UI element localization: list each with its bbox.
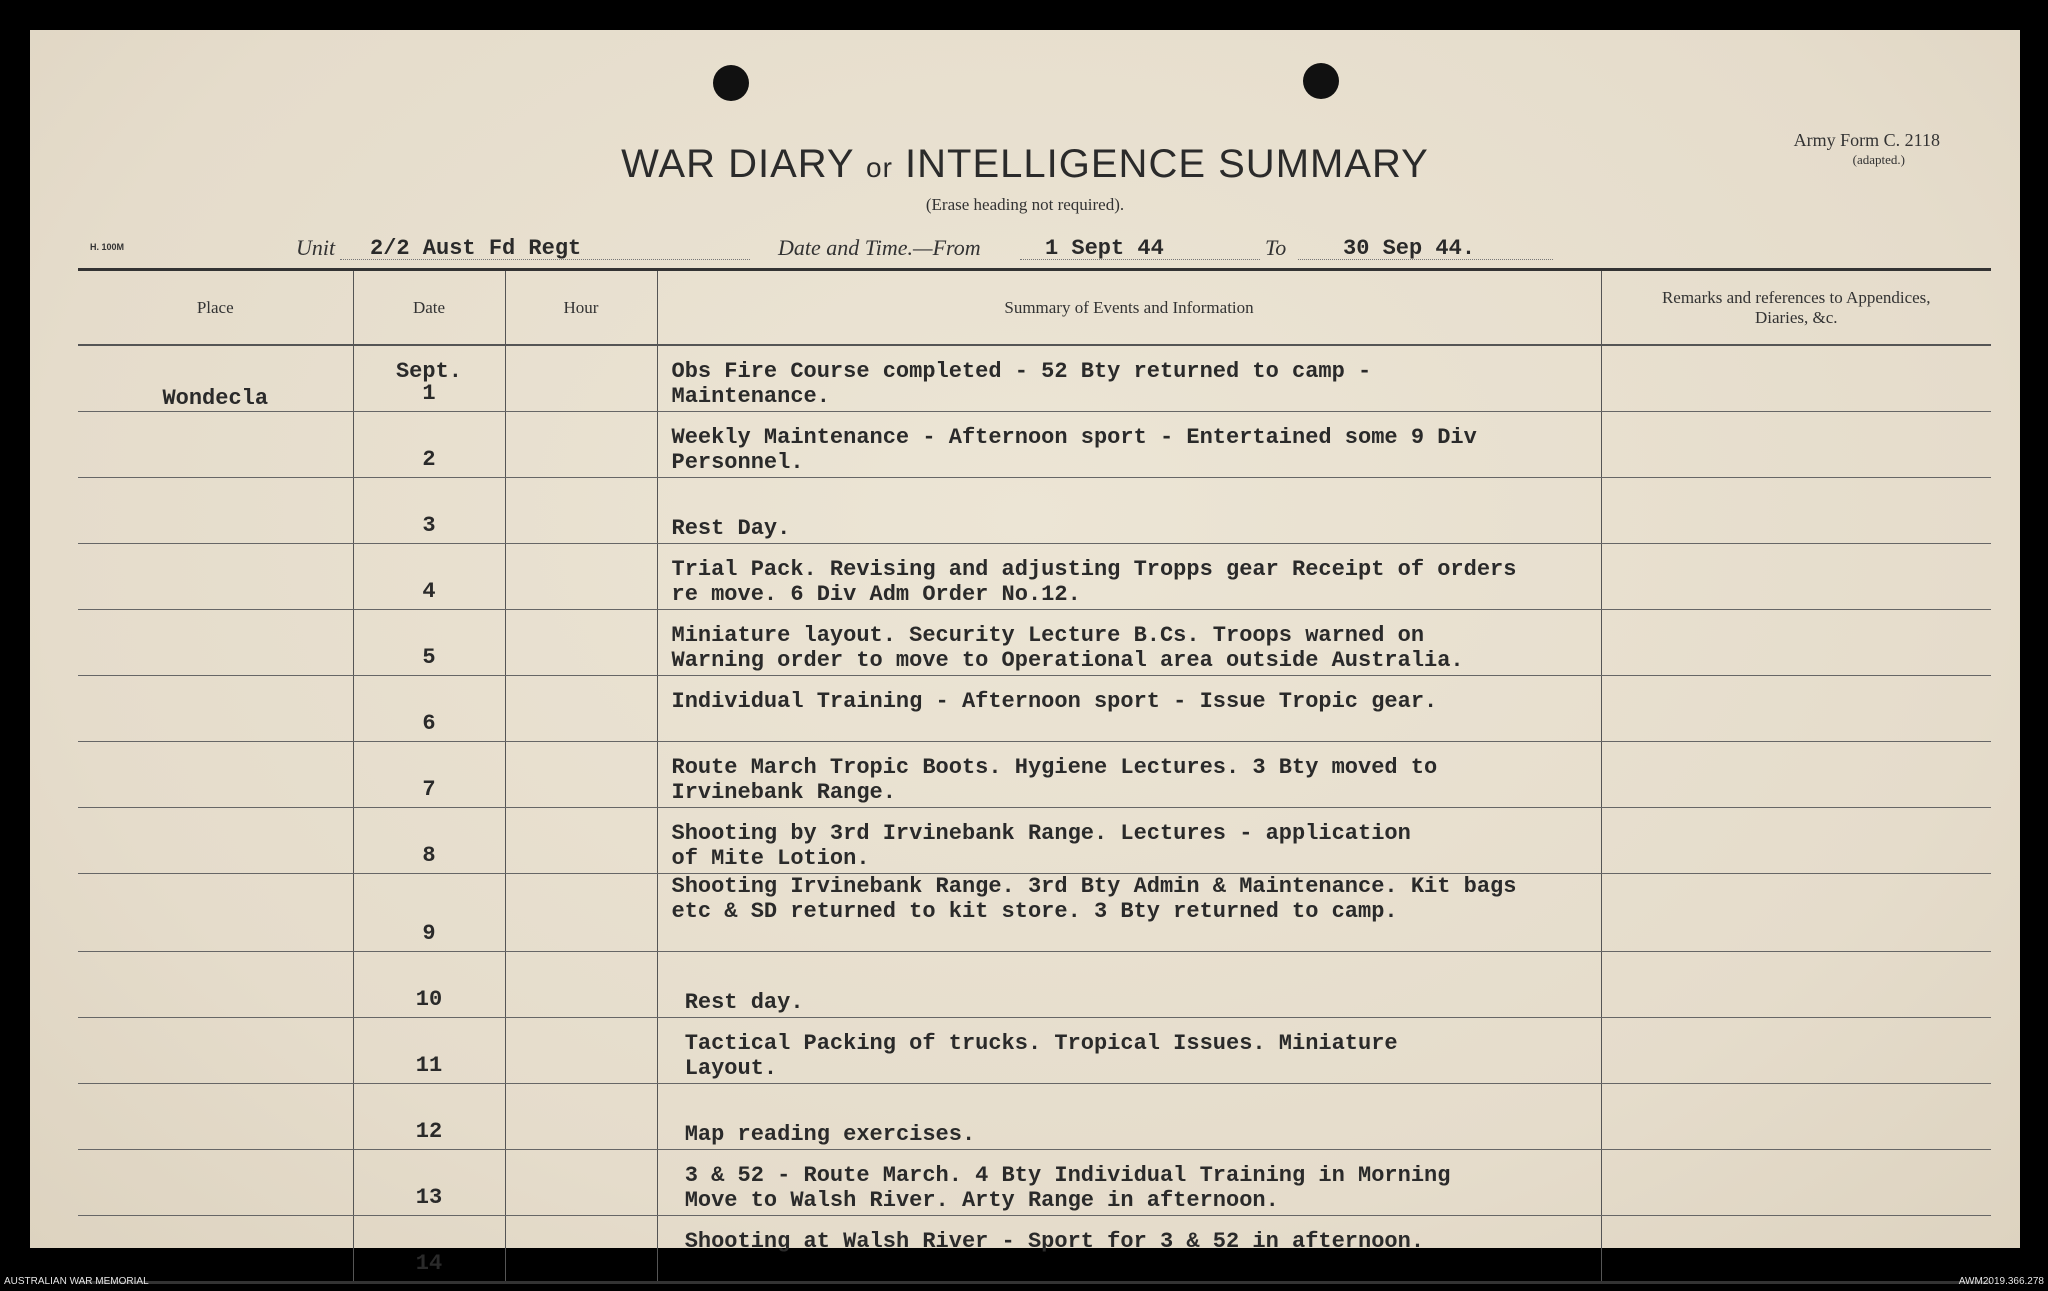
- table-row: [78, 1216, 1991, 1283]
- hour-cell: [505, 952, 657, 1018]
- place-cell: Wondecla: [78, 345, 353, 412]
- date-cell: [353, 1150, 505, 1216]
- place-cell: [78, 874, 353, 952]
- place-cell: [78, 676, 353, 742]
- summary-cell: Obs Fire Course completed - 52 Bty returned to camp - Maintenance.: [657, 345, 1601, 412]
- table-row: [78, 808, 1991, 874]
- table-row: [78, 412, 1991, 478]
- date-cell: [353, 808, 505, 874]
- date-cell: [353, 345, 505, 412]
- punch-hole-left: [713, 65, 749, 101]
- hour-cell: [505, 1018, 657, 1084]
- diary-page: [30, 30, 2020, 1276]
- summary-cell: 3 & 52 - Route March. 4 Bty Individual Training in Morning Move to Walsh River. Arty Range in afternoon.: [657, 1150, 1601, 1216]
- place-cell: [78, 412, 353, 478]
- date-day: 11: [415, 1053, 443, 1078]
- table-row: [78, 1018, 1991, 1084]
- diary-rows: [78, 345, 1991, 1283]
- date-from-label: Date and Time.—From: [778, 235, 981, 260]
- header-summary: Summary of Events and Information: [657, 271, 1601, 345]
- date-to-value: 30 Sep 44.: [1343, 236, 1476, 261]
- summary-cell: Miniature layout. Security Lecture B.Cs. Troops warned on Warning order to move to Operational area outside Australia.: [657, 610, 1601, 676]
- remarks-cell: [1601, 478, 1991, 544]
- date-cell: [353, 676, 505, 742]
- place-cell: [78, 478, 353, 544]
- remarks-cell: [1601, 1084, 1991, 1150]
- date-cell: [353, 874, 505, 952]
- remarks-cell: [1601, 1150, 1991, 1216]
- hour-cell: [505, 1150, 657, 1216]
- date-cell: [353, 610, 505, 676]
- place-cell: [78, 1216, 353, 1283]
- hour-cell: [505, 412, 657, 478]
- summary-cell: Shooting at Walsh River - Sport for 3 & 52 in afternoon.: [657, 1216, 1601, 1283]
- place-cell: [78, 1084, 353, 1150]
- hour-cell: [505, 874, 657, 952]
- date-day: 10: [415, 987, 443, 1012]
- summary-cell: Weekly Maintenance - Afternoon sport - Entertained some 9 Div Personnel.: [657, 412, 1601, 478]
- header-date: Date: [353, 271, 505, 345]
- table-row: [78, 1150, 1991, 1216]
- place-cell: [78, 610, 353, 676]
- date-day: 3: [422, 513, 436, 538]
- date-day: 13: [415, 1185, 443, 1210]
- table-row: [78, 676, 1991, 742]
- table-row: [78, 478, 1991, 544]
- date-cell: [353, 1084, 505, 1150]
- table-row: [78, 742, 1991, 808]
- summary-cell: Trial Pack. Revising and adjusting Tropps gear Receipt of orders re move. 6 Div Adm Order No.12.: [657, 544, 1601, 610]
- remarks-cell: [1601, 1216, 1991, 1283]
- table-row: [78, 610, 1991, 676]
- form-code: H. 100M: [90, 242, 125, 252]
- date-month: Sept.: [395, 359, 462, 384]
- date-day: 12: [415, 1119, 443, 1144]
- header-remarks: Remarks and references to Appendices, Diaries, &c.: [1601, 271, 1991, 345]
- unit-value: 2/2 Aust Fd Regt: [370, 236, 582, 261]
- place-cell: [78, 952, 353, 1018]
- date-day: 5: [422, 645, 436, 670]
- hour-cell: [505, 1216, 657, 1283]
- date-to-label: To: [1265, 235, 1287, 260]
- page-subtitle: (Erase heading not required).: [925, 195, 1125, 214]
- hour-cell: [505, 808, 657, 874]
- summary-cell: Map reading exercises.: [657, 1084, 1601, 1150]
- remarks-cell: [1601, 676, 1991, 742]
- footer-credit: AUSTRALIAN WAR MEMORIAL: [4, 1276, 149, 1287]
- diary-table: [78, 271, 1991, 1284]
- remarks-cell: [1601, 742, 1991, 808]
- date-cell: [353, 544, 505, 610]
- summary-cell: Individual Training - Afternoon sport - Issue Tropic gear.: [657, 676, 1601, 742]
- table-row: [78, 1084, 1991, 1150]
- place-cell: [78, 742, 353, 808]
- place-cell: [78, 544, 353, 610]
- to-dotline: [1298, 259, 1553, 260]
- remarks-cell: [1601, 412, 1991, 478]
- from-dotline: [1020, 259, 1260, 260]
- date-cell: [353, 1216, 505, 1283]
- remarks-cell: [1601, 1018, 1991, 1084]
- date-cell: [353, 952, 505, 1018]
- date-day: 6: [422, 711, 436, 736]
- date-day: 14: [415, 1251, 443, 1276]
- remarks-cell: [1601, 544, 1991, 610]
- summary-cell: Tactical Packing of trucks. Tropical Issues. Miniature Layout.: [657, 1018, 1601, 1084]
- hour-cell: [505, 610, 657, 676]
- table-row: [78, 345, 1991, 412]
- date-day: 2: [422, 447, 436, 472]
- date-cell: [353, 478, 505, 544]
- place-cell: [78, 1018, 353, 1084]
- army-form-label: Army Form C. 2118 (adapted.): [1793, 130, 1940, 167]
- date-day: 9: [422, 921, 436, 946]
- table-header-row: [78, 271, 1991, 345]
- summary-cell: Shooting by 3rd Irvinebank Range. Lectures - application of Mite Lotion.: [657, 808, 1601, 874]
- date-day: 8: [422, 843, 436, 868]
- summary-cell: Shooting Irvinebank Range. 3rd Bty Admin & Maintenance. Kit bags etc & SD returned to kit store. 3 Bty returned to camp.: [657, 874, 1601, 952]
- unit-dotline: [340, 259, 750, 260]
- place-cell: [78, 808, 353, 874]
- hour-cell: [505, 544, 657, 610]
- hour-cell: [505, 676, 657, 742]
- punch-hole-right: [1303, 63, 1339, 99]
- remarks-cell: [1601, 952, 1991, 1018]
- date-cell: [353, 742, 505, 808]
- place-cell: [78, 1150, 353, 1216]
- date-cell: [353, 1018, 505, 1084]
- table-row: [78, 874, 1991, 952]
- remarks-cell: [1601, 345, 1991, 412]
- remarks-cell: [1601, 808, 1991, 874]
- table-row: [78, 952, 1991, 1018]
- remarks-cell: [1601, 610, 1991, 676]
- date-from-value: 1 Sept 44: [1045, 236, 1164, 261]
- date-day: 1: [422, 381, 436, 406]
- summary-cell: Rest day.: [657, 952, 1601, 1018]
- unit-label: Unit: [296, 235, 336, 260]
- summary-cell: Rest Day.: [657, 478, 1601, 544]
- header-place: Place: [78, 271, 353, 345]
- page-title: WAR DIARY or INTELLIGENCE SUMMARY: [621, 142, 1429, 186]
- remarks-cell: [1601, 874, 1991, 952]
- header-hour: Hour: [505, 271, 657, 345]
- date-cell: [353, 412, 505, 478]
- hour-cell: [505, 742, 657, 808]
- table-row: [78, 544, 1991, 610]
- date-day: 4: [422, 579, 436, 604]
- date-day: 7: [422, 777, 436, 802]
- hour-cell: [505, 345, 657, 412]
- summary-cell: Route March Tropic Boots. Hygiene Lectures. 3 Bty moved to Irvinebank Range.: [657, 742, 1601, 808]
- footer-accession: AWM2019.366.278: [1958, 1276, 2044, 1287]
- hour-cell: [505, 478, 657, 544]
- hour-cell: [505, 1084, 657, 1150]
